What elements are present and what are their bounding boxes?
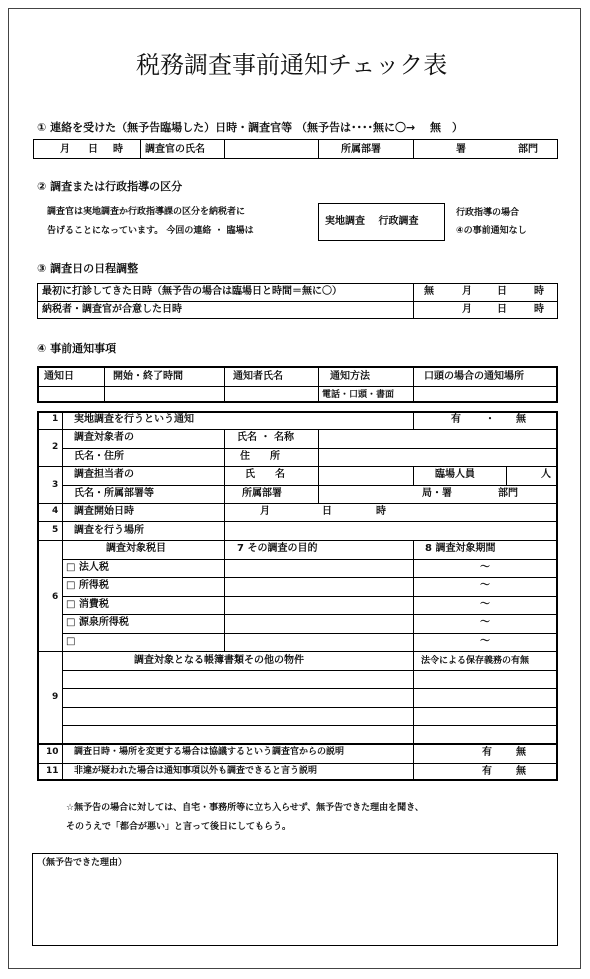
investigator-name-label: 調査官の氏名 [145, 144, 205, 155]
notice-date-header: 通知日 [44, 371, 74, 382]
survey-location-label: 調査を行う場所 [74, 525, 144, 536]
r11-yes-option[interactable]: 有 [482, 766, 492, 777]
section2-heading: ② 調査または行政指導の区分 [37, 180, 183, 193]
notice-method-options: 電話・口頭・書面 [322, 390, 395, 400]
row5-number: 5 [52, 525, 59, 535]
tax-office-label: 署 [456, 144, 466, 155]
field-site-survey-notice: 実地調査を行うという通知 [74, 414, 194, 425]
advice-line2: そのうえで「都合が悪い」と言って後日にしてもらう。 [66, 822, 292, 832]
agreed-hour-label: 時 [534, 304, 544, 315]
advice-line1: ☆無予告の場合に対しては、自宅・事務所等に立ち入らせず、無予告できた理由を聞き、 [66, 803, 424, 813]
verbal-location-header: 口頭の場合の通知場所 [424, 371, 524, 382]
agreed-day-label: 日 [497, 304, 507, 315]
r11-no-option[interactable]: 無 [516, 766, 526, 777]
retention-duty-header: 法令による保存義務の有無 [421, 656, 530, 666]
officer-section-label: 部門 [498, 488, 518, 499]
schedule-change-explanation: 調査日時・場所を変更する場合は協議するという調査官からの説明 [74, 747, 345, 757]
period-tilde: ～ [480, 599, 490, 610]
row3-number: 3 [52, 480, 59, 490]
bureau-office-label: 局・署 [422, 488, 452, 499]
section2-text2: 告げることになっています。 今回の連絡 ・ 臨場は [47, 226, 254, 236]
officer-label-line2: 氏名・所属部署等 [74, 488, 154, 499]
agreed-datetime-label: 納税者・調査官が合意した日時 [42, 304, 182, 315]
proposed-day-label: 日 [497, 286, 507, 297]
row2-number: 2 [52, 442, 59, 452]
officer-label-line1: 調査担当者の [74, 469, 134, 480]
row10-number: 10 [46, 747, 59, 757]
contact-month-label: 月 [60, 144, 70, 155]
section3-heading: ③ 調査日の日程調整 [37, 262, 139, 275]
period-tilde: ～ [480, 580, 490, 591]
section4-heading: ④ 事前通知事項 [37, 342, 117, 355]
tax-other-checkbox[interactable]: □ [66, 636, 76, 647]
period-tilde: ～ [480, 562, 490, 573]
start-datetime-label: 調査開始日時 [74, 506, 134, 517]
start-day-label: 日 [322, 506, 332, 517]
tax-consumption-checkbox[interactable]: □ 消費税 [66, 599, 109, 610]
books-documents-header: 調査対象となる帳簿書類その他の物件 [134, 655, 304, 666]
section2-note1: 行政指導の場合 [456, 208, 520, 218]
tax-corporate-checkbox[interactable]: □ 法人税 [66, 562, 109, 573]
start-hour-label: 時 [376, 506, 386, 517]
tax-withholding-checkbox[interactable]: □ 源泉所得税 [66, 617, 129, 628]
row4-number: 4 [52, 506, 59, 516]
subject-address-label: 住 所 [240, 451, 280, 462]
proposed-month-label: 月 [462, 286, 472, 297]
department-label: 所属部署 [341, 144, 381, 155]
row9-number: 9 [52, 692, 59, 702]
contact-table [33, 139, 558, 159]
start-month-label: 月 [260, 506, 270, 517]
reason-box-label: （無予告できた理由） [37, 858, 128, 868]
period-tilde: ～ [480, 636, 490, 647]
r1-no-option[interactable]: 無 [516, 414, 526, 425]
section2-note2: ④の事前通知なし [456, 226, 527, 236]
out-of-scope-explanation: 非違が疑われた場合は通知事項以外も調査できると言う説明 [74, 766, 318, 776]
r10-no-option[interactable]: 無 [516, 747, 526, 758]
tax-income-checkbox[interactable]: □ 所得税 [66, 580, 109, 591]
survey-type-options: 実地調査 行政調査 [325, 216, 419, 227]
first-proposed-datetime-label: 最初に打診してきた日時（無予告の場合は臨場日と時間＝無に〇） [42, 286, 342, 297]
subject-label-line2: 氏名・住所 [74, 451, 124, 462]
tax-items-header: 調査対象税目 [106, 543, 166, 554]
r1-separator: ・ [485, 414, 495, 425]
officer-dept-label: 所属部署 [242, 488, 282, 499]
notice-method-header: 通知方法 [330, 371, 370, 382]
no-notice-marker: 無 [424, 286, 434, 297]
survey-purpose-header: 7 その調査の目的 [237, 543, 318, 554]
row6-number: 6 [52, 592, 59, 602]
agreed-month-label: 月 [462, 304, 472, 315]
officer-name-label: 氏 名 [245, 469, 285, 480]
person-unit-label: 人 [541, 469, 551, 480]
notifier-name-header: 通知者氏名 [233, 371, 283, 382]
time-range-header: 開始・終了時間 [113, 371, 183, 382]
row11-number: 11 [46, 766, 59, 776]
proposed-hour-label: 時 [534, 286, 544, 297]
subject-name-label: 氏名 ・ 名称 [237, 432, 294, 443]
attending-staff-label: 臨場人員 [435, 469, 475, 480]
period-tilde: ～ [480, 617, 490, 628]
survey-period-header: 8 調査対象期間 [425, 543, 496, 554]
r10-yes-option[interactable]: 有 [482, 747, 492, 758]
subject-label-line1: 調査対象者の [74, 432, 134, 443]
section2-text1: 調査官は実地調査か行政指導課の区分を納税者に [47, 207, 246, 217]
contact-day-label: 日 [88, 144, 98, 155]
document-title: 税務調査事前通知チェック表 [136, 51, 448, 79]
contact-hour-label: 時 [113, 144, 123, 155]
section1-heading: ① 連絡を受けた（無予告臨場した）日時・調査官等 （無予告は････無に〇→ 無 ） [37, 121, 464, 134]
section-label: 部門 [518, 144, 538, 155]
row1-number: 1 [52, 414, 59, 424]
r1-yes-option[interactable]: 有 [451, 414, 461, 425]
